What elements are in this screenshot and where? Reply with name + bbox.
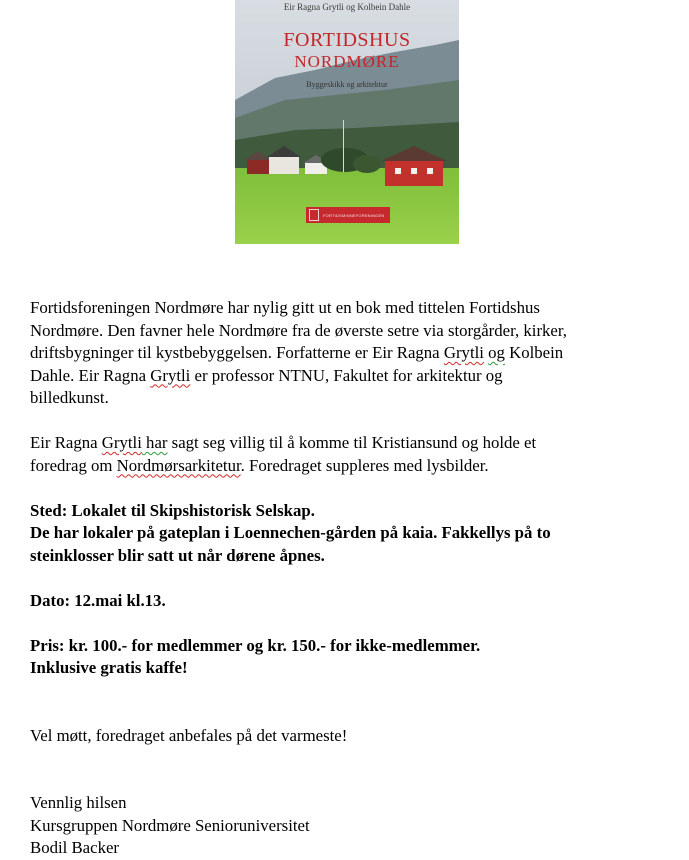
misspelled-word: Grytli	[101, 433, 142, 452]
grammar-flagged-word: og	[488, 343, 505, 362]
price-paragraph: Pris: kr. 100.- for medlemmer og kr. 150.- for ikke-medlemmer. Inklusive gratis kaffe!	[30, 635, 481, 677]
date-line: Dato: 12.mai kl.13.	[30, 590, 166, 610]
closing-line: Vel møtt, foredraget anbefales på det varmeste!	[30, 725, 348, 745]
misspelled-word: Nordmørsarkitetur	[116, 455, 241, 475]
publisher-emblem-icon	[309, 209, 319, 221]
grammar-flagged-word: har	[141, 433, 168, 452]
publisher-logo	[306, 207, 390, 223]
speaker-paragraph: Eir Ragna Grytli har sagt seg villig til å komme til Kristiansund og holde et foredrag om Nordmørsarkitetur. Foredraget suppleres med lysbilder.	[30, 433, 537, 475]
publisher-name: FORTIDSMINNEFORENINGEN	[323, 212, 385, 218]
cover-title-line2: NORDMØRE	[294, 52, 400, 71]
document-body	[30, 297, 670, 860]
cover-subtitle: Byggeskikk og arkitektur	[306, 80, 388, 89]
misspelled-word: Grytli	[150, 365, 191, 385]
book-cover-image	[235, 0, 459, 244]
venue-paragraph: Sted: Lokalet til Skipshistorisk Selskap. De har lokaler på gateplan i Loennechen-gården på kaia. Fakkellys på to steinklosser blir satt ut når dørene åpnes.	[30, 500, 551, 565]
signature-block: Vennlig hilsen Kursgruppen Nordmøre Senioruniversitet Bodil Backer	[30, 793, 310, 857]
cover-authors: Eir Ragna Grytli og Kolbein Dahle	[283, 2, 411, 12]
misspelled-word: Grytli	[443, 343, 484, 362]
cover-title-line1: FORTIDSHUS	[283, 29, 411, 51]
intro-paragraph: Fortidsforeningen Nordmøre har nylig gitt ut en bok med tittelen Fortidshus Nordmøre. Den favner hele Nordmøre fra de øverste setre via storgårder, kirker, driftsbygninger til kystbebyggelsen. Forfatterne er Eir Ragna Grytli og Kolbein Dahle. Eir Ragna Grytli er professor NTNU, Fakultet for arkitektur og billedkunst.	[30, 298, 567, 407]
